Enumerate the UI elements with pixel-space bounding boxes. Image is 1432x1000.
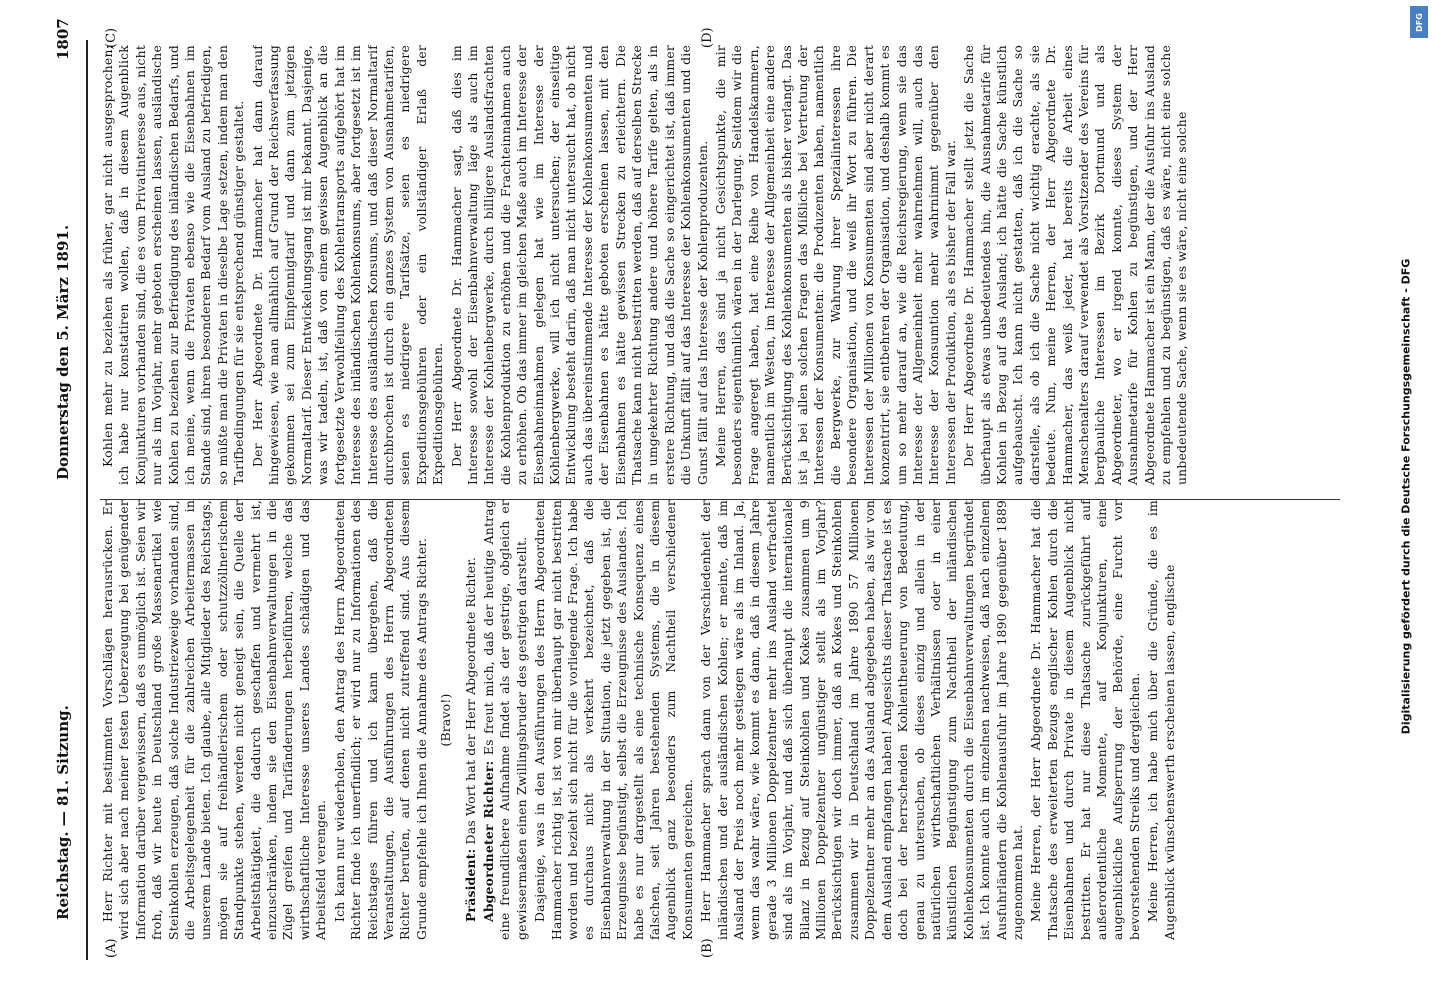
margin-marker-a: (A) — [104, 938, 119, 958]
header-date: Donnerstag den 5. März 1891. — [54, 224, 72, 480]
left-paragraph-6: Herr Hammacher sprach dann von der Verschiedenheit der inländischen und der ausländischen Kohlen; er meinte, daß im Ausland der Preis noch mehr gestiegen wäre als im Inland. Ja, wenn das wahr wäre, wie kommt es dann, daß in diesem Jahre gerade 3 Millionen Doppelzentner mehr ins Ausland verfrachtet sind als im Vorjahr, und daß sich überhaupt die internationale Bilanz in Bezug auf Steinkohlen und Kokes zusammen um 9 Millionen Doppelzentner ungünstiger stellt als im Vorjahr? Berücksichtigen wir doch immer, daß an Kokes und Steinkohlen zusammen wir in Deutschland im Jahre 1890 57 Millionen Doppelzentner mehr an das Ausland abgegeben haben, als wir von dem Ausland empfangen haben! Angesichts dieser Thatsache ist es doch bei der herrschenden Kohlentheuerung von Bedeutung, genau zu untersuchen, ob dieses einzig und allein in der natürlichen wirthschaftlichen Verhältnissen oder in einer künstlichen Begünstigung zum Nachtheil der inländischen Kohlenkonsumenten durch die Eisenbahnverwaltungen begründet ist. Ich konnte auch im einzelnen nachweisen, daß nach einzelnen Ausfuhrländern die Kohlenausfuhr im Jahre 1890 gegenüber 1889 zugenommen hat. — [698, 500, 1025, 940]
right-paragraph-4: Meine Herren, das sind ja nicht Gesichtspunkte, die mir besonders eigenthümlich wären in der Darlegung. Seitdem wir die Frage angeregt haben, hat eine Reihe von Handelskammern, namentlich im Westen, im Interesse der Allgemeinheit eine andere Berücksichtigung des Kohlenkonsumenten als bisher verlangt. Das ist ja bei allen solchen Fragen das Mißliche bei Vertretung der Interessen der Konsumenten: die Produzenten haben, namentlich die Bergwerke, zur Wahrung ihrer Spezialinteressen ihre besondere Organisation, und die weiß ihr Wort zu führen. Die Interessen der Millionen von Konsumenten sind aber nicht derart konzentrirt, sie entbehren der Organisation, und deshalb kommt es um so mehr darauf an, wie die Reichsregierung, wenn sie das Interesse der Allgemeinheit mehr wahrnehmen will, auch das Interesse der Konsumtion mehr wahrnimmt gegenüber den Interessen der Produktion, als es bisher der Fall war. — [713, 45, 958, 485]
page-number: 1807 — [54, 18, 72, 60]
speaker-president: Präsident: — [462, 848, 478, 922]
right-paragraph-1: Kohlen mehr zu beziehen als früher, gar nicht ausgesprochen; ich habe nur konstatiren wollen, daß in diesem Augenblick Konjunkturen vorhanden sind, die es vom Privatinteresse aus, nicht nur als im Vorjahr, mehr geboten erscheinen lassen, ausländische Kohlen zu beziehen zur Befriedigung des inländischen Bedarfs, und ich meine, wenn die Privaten ebenso wie die Eisenbahnen im Stande sind, ihren besonderen Bedarf vom Ausland zu befriedigen, so müßte man die Privaten in dieselbe Lage setzen, indem man den Tarifbedingungen für sie entsprechend günstiger gestaltet. — [100, 45, 247, 485]
speaker-richter: Abgeordneter Richter: — [480, 760, 496, 922]
left-paragraph-1: Herr Richter mit bestimmten Vorschlägen herausrücken. Er wird sich aber nach meiner festen Ueberzeugung bei genügender Information darüber vergewissern, daß es unmöglich ist. Seien wir froh, daß wir heute in Deutschland große Massenartikel wie Steinkohlen erzeugen, daß solche Industriezweige vorhanden sind, die Arbeitsgelegenheit für die zahlreichen Arbeitermassen in unserem Lande bieten. Ich glaube, alle Mitglieder des Reichstags, mögen sie auf freihändlerischem oder schutzzöllnerischem Standpunkte stehen, werden nicht geneigt sein, die Quelle der Arbeitsthätigkeit, die dadurch geschaffen und vermehrt ist, einzuschränken, indem sie den Eisenbahnverwaltungen in die Zügel greifen und Tarifänderungen herbeiführen, welche das wirthschaftliche Interesse unseres Landes schädigen und das Arbeitsfeld verengen. — [100, 500, 329, 940]
left-paragraph-7: Meine Herren, der Herr Abgeordnete Dr. Hammacher hat die Thatsache des erweiterten Bezugs englischer Kohlen durch die Eisenbahnen und durch Private in diesem Augenblick nicht bestritten. Er hat nur diese Thatsache zurückgeführt auf außerordentliche Momente, auf Konjunkturen, eine augenblickliche Aufsperrung der Behörde, eine Furcht vor bevorstehenden Streiks und dergleichen. — [1028, 500, 1142, 940]
dfg-logo-text: DFG — [1414, 12, 1424, 32]
right-paragraph-3: Der Herr Abgeordnete Dr. Hammacher sagt, daß dies im Interesse sowohl der Eisenbahnverwaltung läge als auch im Interesse der Kohlenbergwerke, durch billigere Auslandsfrachten die Kohlenproduktion zu erhöhen und die Frachteinnahmen auch zu erhöhen. Ob das immer im gleichen Maße auch im Interesse der Eisenbahneinnahmen gelegen hat wie im Interesse der Kohlenbergwerke, will ich nicht untersuchen; der einseitige Entwicklung besteht darin, daß man nicht untersucht hat, ob nicht auch das übereinstimmende Interesse der Kohlenkonsumenten und der Eisenbahnen es hätte geboten erscheinen lassen, mit den Eisenbahnen es hätte gewissen Strecken zu erleichtern. Die Thatsache kann nicht bestritten werden, daß auf derselben Strecke in umgekehrter Richtung andere und höhere Tarife gelten, als in erstere Richtung, und daß die Sache so eingerichtet ist, daß immer die Unkunft fällt auf das Interesse der Kohlenkonsumenten und die Gunst fällt auf das Interesse der Kohlenproduzenten. — [448, 45, 710, 485]
right-column — [100, 45, 1360, 485]
left-paragraph-8: Meine Herren, ich habe mich über die Gründe, die es im Augenblick wünschenswerth erscheinen lassen, englische — [1145, 500, 1177, 940]
funding-text: Digitalisierung gefördert durch die Deutsche Forschungsgemeinschaft - DFG — [1399, 258, 1413, 735]
margin-marker-d: (D) — [700, 27, 715, 48]
left-column — [100, 500, 1360, 940]
right-paragraph-2: Der Herr Abgeordnete Dr. Hammacher hat dann darauf hingewiesen, wie man allmählich auf Grund der Reichsverfassung gekommen sei zum Einpfennigtarif und dann zum jetzigen Normaltarif. Dieser Entwickelungsgang ist mir bekannt. Dasjenige, was wir tadeln, ist, daß von einem gewissen Augenblick an die fortgesetzte Verwohlfeilung des Kohlentransports aufgehört hat im Interesse des inländischen Kohlenkonsums, aber fortgesetzt ist im Interesse des ausländischen Konsums, und daß dieser Normaltarif durchbrochen ist durch ein ganzes System von Ausnahmetarifen, seien es niedrigere Tarifsätze, seien es niedrigere Expeditionsgebühren oder ein vollständiger Erlaß der Expeditionsgebühren. — [249, 45, 446, 485]
page-header — [50, 20, 80, 920]
header-left: Reichstag. — 81. Sitzung. — [54, 705, 72, 920]
dfg-logo — [1410, 6, 1428, 38]
funding-note — [1396, 20, 1426, 980]
margin-marker-b: (B) — [700, 938, 715, 958]
president-text: Das Wort hat der Herr Abgeordnete Richter. — [462, 556, 478, 845]
margin-marker-c: (C) — [104, 27, 119, 48]
president-statement — [463, 500, 479, 940]
right-paragraph-5: Der Herr Abgeordnete Dr. Hammacher stellt jetzt die Sache überhaupt als etwas unbedeutendes hin, die Ausnahmetarife für Kohlen in Bezug auf das Ausland; ich hätte die Sache künstlich aufgebauscht. Ich kann nicht gestatten, daß ich die Sache so darstelle, als ob ich die Sache nicht wichtig erachte, als sie bedeute. Nun, meine Herren, der Herr Abgeordnete Dr. Hammacher, das weiß jeder, hat bereits die Arbeit eines Menschenalters darauf verwendet als Vorsitzender des Vereins für bergbauliche Interessen im Bezirk Dortmund und als Abgeordneter, wo er irgend konnte, dieses System der Ausnahmetarife für Kohlen zu begünstigen, und der Herr Abgeordnete Hammacher ist ein Mann, der die Ausfuhr ins Ausland zu empfehlen und zu begünstigen, daß es wäre, nicht eine solche unbedeutende Sache, wenn sie es wäre, nicht eine solche — [961, 45, 1190, 485]
richter-text: Es freut mich, daß der heutige Antrag eine freundlichere Aufnahme findet als der gestrige, obgleich er gewissermaßen einen Zwillingsbruder des gestrigen darstellt. — [480, 500, 529, 940]
left-paragraph-5: Dasjenige, was in den Ausführungen des Herrn Abgeordneten Hammacher richtig ist, ist von mir überhaupt gar nicht bestritten worden und bezieht sich nicht für die vorliegende Frage. Ich habe es durchaus nicht als verkehrt bezeichnet, daß die Eisenbahnverwaltung in der Situation, die jetzt gegeben ist, die Erzeugnisse begünstigt, selbst die Erzeugnisse des Auslandes. Ich habe es nur dargestellt als eine technische Konsequenz eines falschen, seit Jahren bestehenden Systems, die in diesem Augenblick ganz besonders zum Nachtheil verschiedener Konsumenten gereichen. — [532, 500, 695, 940]
header-rule — [86, 40, 88, 960]
left-paragraph-2: Ich kann nur wiederholen, den Antrag des Herrn Abgeordneten Richter finde ich unerfindlich; er wird nur zu Informationen des Reichstages führen und ich kann übergehen, daß die Veranstaltungen, die Ausführungen des Herrn Abgeordneten Richter berufen, auf denen nicht zutreffend sind. Aus diesem Grunde empfehle ich Ihnen die Annahme des Antrags Richter. — [331, 500, 429, 940]
column-divider — [100, 499, 1340, 500]
applause-note: (Bravo!) — [438, 693, 454, 747]
richter-statement — [481, 500, 530, 940]
